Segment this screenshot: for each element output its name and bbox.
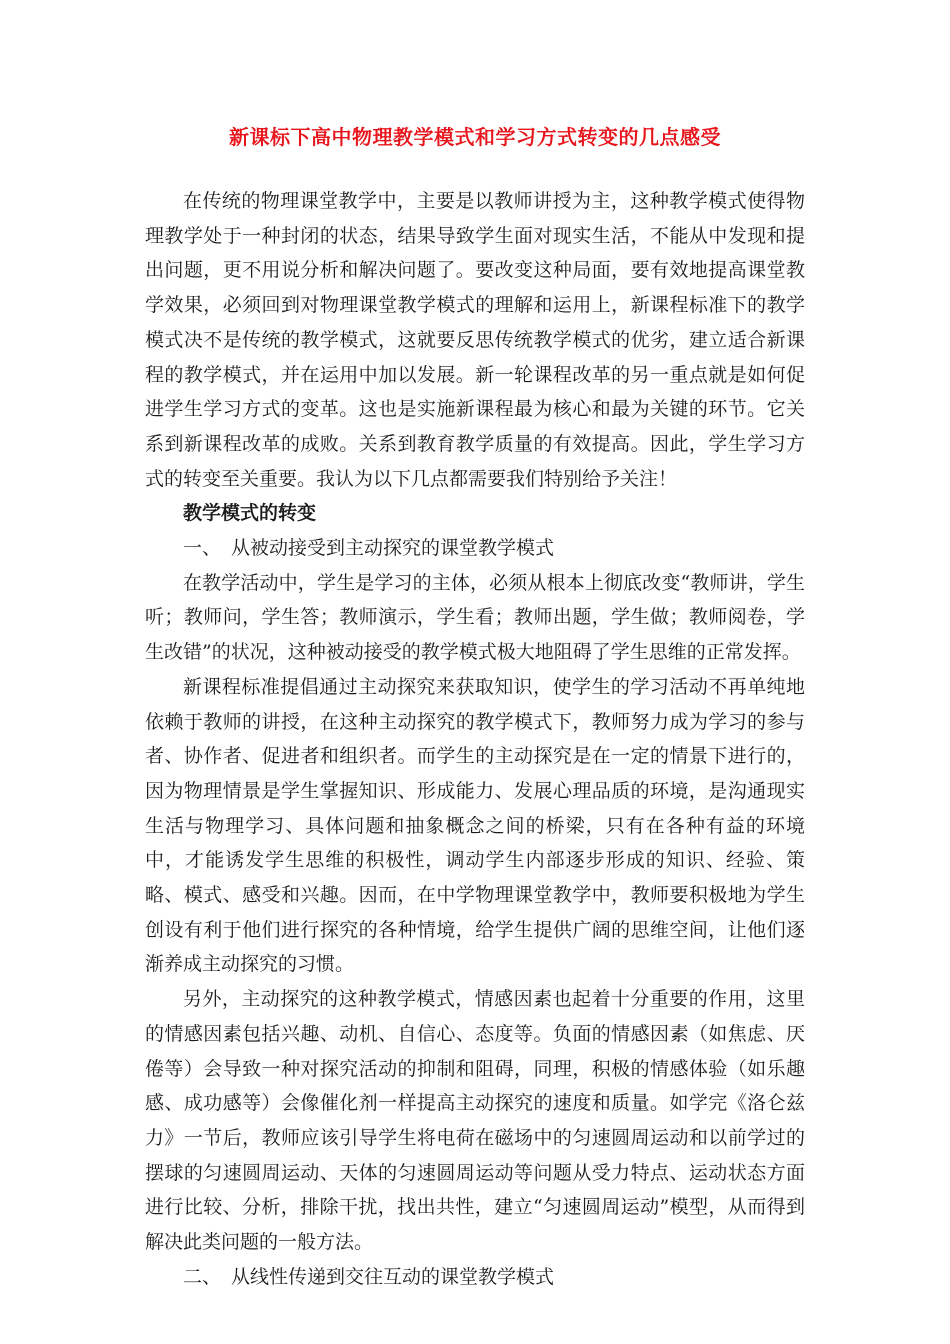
body-paragraph-3: 另外，主动探究的这种教学模式，情感因素也起着十分重要的作用，这里的情感因素包括兴趣、动机、自信心、态度等。负面的情感因素（如焦虑、厌倦等）会导致一种对探究活动的抑制和阻碍，同理，积极的情感体验（如乐趣感、成功感等）会像催化剂一样提高主动探究的速度和质量。如学完《洛仑兹力》一节后，教师应该引导学生将电荷在磁场中的匀速圆周运动和以前学过的摆球的匀速圆周运动、天体的匀速圆周运动等问题从受力特点、运动状态方面进行比较、分析，排除干扰，找出共性，建立“匀速圆周运动”模型，从而得到解决此类问题的一般方法。 [145, 988, 805, 1254]
intro-paragraph: 在传统的物理课堂教学中，主要是以教师讲授为主，这种教学模式使得物理教学处于一种封闭的状态，结果导致学生面对现实生活，不能从中发现和提出问题，更不用说分析和解决问题了。要改变这种局面，要有效地提高课堂教学效果，必须回到对物理课堂教学模式的理解和运用上，新课程标准下的教学模式决不是传统的教学模式，这就要反思传统教学模式的优劣，建立适合新课程的教学模式，并在运用中加以发展。新一轮课程改革的另一重点就是如何促进学生学习方式的变革。这也是实施新课程最为核心和最为关键的环节。它关系到新课程改革的成败。关系到教育教学质量的有效提高。因此，学生学习方式的转变至关重要。我认为以下几点都需要我们特别给予关注！ [145, 190, 805, 490]
subsection-number-2: 二、 [183, 1265, 222, 1288]
subsection-heading-1 [145, 531, 805, 566]
body-paragraph-1: 在教学活动中，学生是学习的主体，必须从根本上彻底改变“教师讲，学生听；教师问，学生答；教师演示，学生看；教师出题，学生做；教师阅卷，学生改错”的状况，这种被动接受的教学模式极大地阻碍了学生思维的正常发挥。 [145, 571, 805, 664]
subsection-text-1: 从被动接受到主动探究的课堂教学模式 [231, 537, 555, 560]
document-title: 新课标下高中物理教学模式和学习方式转变的几点感受 [229, 125, 721, 149]
section-heading: 教学模式的转变 [183, 502, 317, 525]
subsection-number-1: 一、 [183, 537, 222, 560]
body-paragraph-2: 新课程标准提倡通过主动探究来获取知识，使学生的学习活动不再单纯地依赖于教师的讲授，在这种主动探究的教学模式下，教师努力成为学习的参与者、协作者、促进者和组织者。而学生的主动探究是在一定的情景下进行的，因为物理情景是学生掌握知识、形成能力、发展心理品质的环境，是沟通现实生活与物理学习、具体问题和抽象概念之间的桥梁，只有在各种有益的环境中，才能诱发学生思维的积极性，调动学生内部逐步形成的知识、经验、策略、模式、感受和兴趣。因而，在中学物理课堂教学中，教师要积极地为学生创设有利于他们进行探究的各种情境，给学生提供广阔的思维空间，让他们逐渐养成主动探究的习惯。 [145, 675, 805, 976]
subsection-text-2: 从线性传递到交往互动的课堂教学模式 [231, 1265, 555, 1288]
document-body [145, 120, 805, 1295]
subsection-heading-2 [145, 1260, 805, 1295]
